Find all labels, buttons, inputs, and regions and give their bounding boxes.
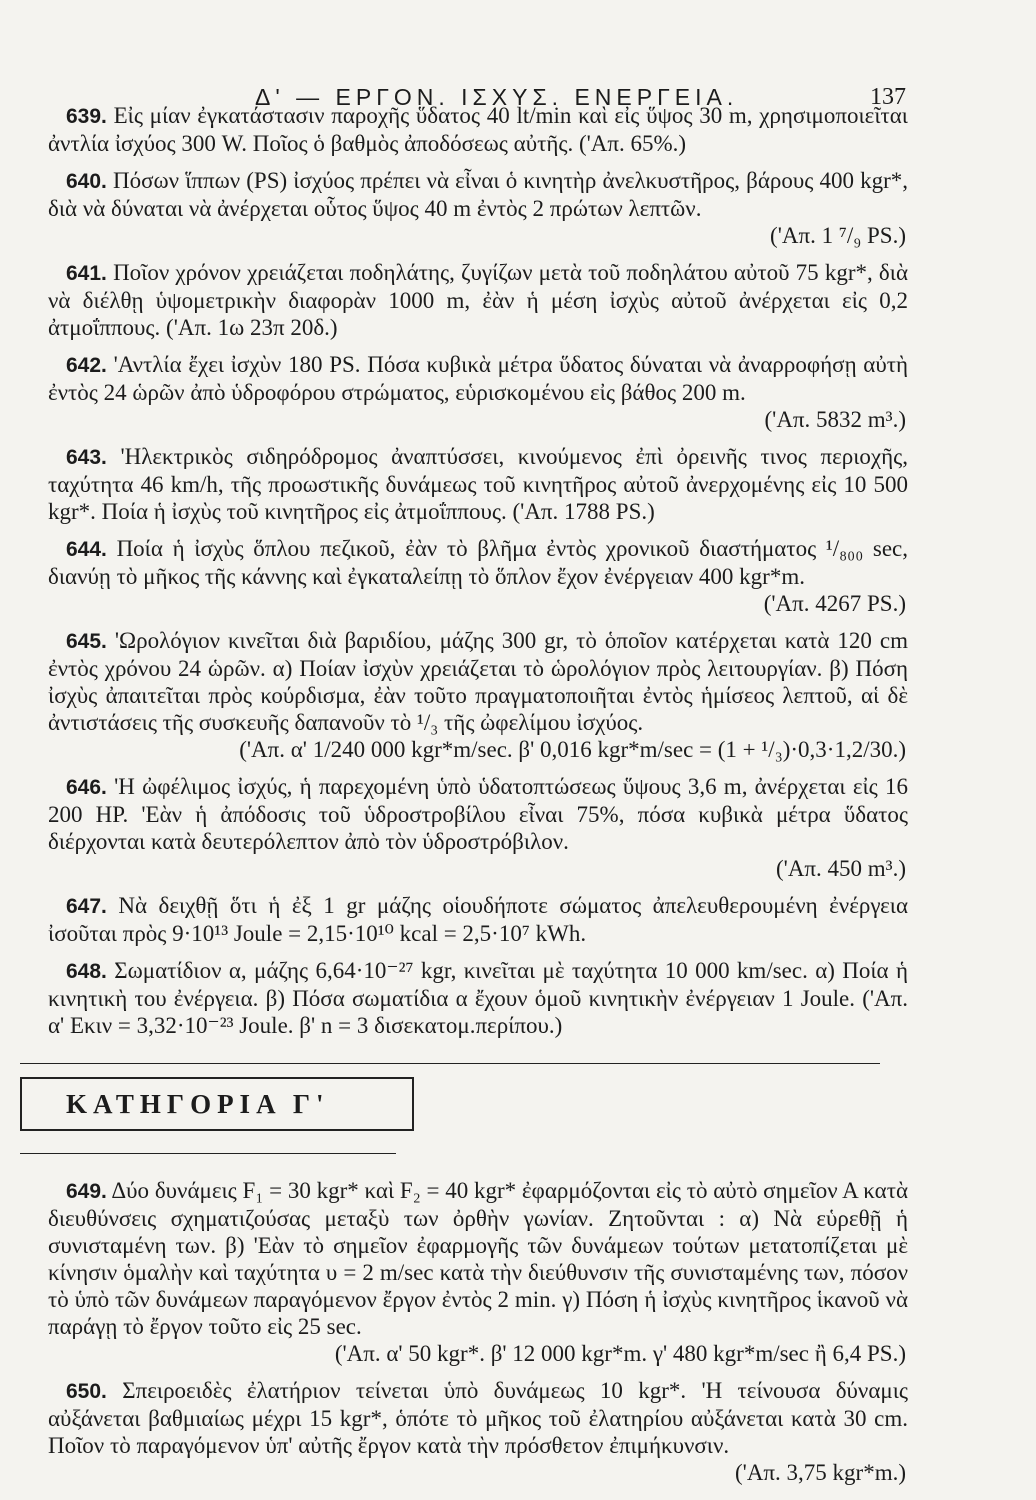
running-title: Δ' — ΕΡΓΟΝ. ΙΣΧΥΣ. ΕΝΕΡΓΕΙΑ. [255, 84, 739, 110]
page-number: 137 [870, 84, 906, 110]
problem-number: 640. [66, 170, 107, 193]
problem-number: 643. [66, 446, 107, 469]
divider-rule [20, 1153, 396, 1154]
problem-645 [48, 627, 908, 763]
problem-answer: ('Απ. 5832 m³.) [764, 407, 906, 432]
problem-text: 'Ηλεκτρικὸς σιδηρόδρομος ἀναπτύσσει, κινούμενος ἐπὶ ὀρεινῆς τινος περιοχῆς, ταχύτητα 46 km/h, τῆς προωστικῆς δυνάμεως τοῦ κινητῆρος αὐτοῦ ἀνερχομένης εἰς 10 500 kgr*. Ποία ἡ ἰσχὺς τοῦ κινητῆρος εἰς ἀτμοΐππους. [48, 444, 908, 524]
problem-answer: ('Απ. 3,75 kgr*m.) [735, 1460, 906, 1485]
divider-rule [20, 1063, 880, 1064]
problem-number: 646. [66, 776, 107, 799]
problem-641 [48, 259, 908, 341]
problem-649 [48, 1177, 908, 1367]
problem-number: 641. [66, 262, 107, 285]
problem-644 [48, 535, 908, 617]
problem-answer: ('Απ. α' Eκιν = 3,32·10⁻²³ Joule. β' n = 3 δισεκατομ.περίπου.) [48, 986, 909, 1038]
problem-answer: ('Απ. α' 50 kgr*. β' 12 000 kgr*m. γ' 480 kgr*m/sec ἢ 6,4 PS.) [334, 1341, 906, 1366]
problem-answer: ('Απ. 65%.) [578, 131, 687, 156]
problem-number: 649. [66, 1180, 107, 1203]
problem-text: Δύο δυνάμεις F₁ = 30 kgr* καὶ F₂ = 40 kgr* ἐφαρμόζονται εἰς τὸ αὐτὸ σημεῖον Α κατὰ διευθύνσεις σχηματιζούσας μεταξὺ των ὀρθὴν γωνίαν. Ζητοῦνται : α) Νὰ εὑρεθῇ ἡ συνισταμένη των. β) 'Εὰν τὸ σημεῖον ἐφαρμογῆς τῶν δυνάμεων τούτων μετατοπίζεται μὲ κίνησιν ὁμαλὴν καὶ ταχύτητα υ = 2 m/sec κατὰ τὴν διεύθυνσιν τῆς συνισταμένης των, πόσον τὸ ὑπὸ τῶν δυνάμεων παραγόμενον ἔργον ἐντὸς 2 min. γ) Πόση ἡ ἰσχὺς κινητῆρος ἱκανοῦ νὰ παράγῃ τὸ ἔργον τοῦτο εἰς 25 sec. [48, 1178, 909, 1339]
problem-643 [48, 443, 908, 525]
problem-answer: ('Απ. 4267 PS.) [763, 591, 906, 616]
problem-text: Νὰ δειχθῇ ὅτι ἡ ἐξ 1 gr μάζης οἱουδήποτε σώματος ἀπελευθερουμένη ἐνέργεια ἰσοῦται πρὸς 9·10¹³ Joule = 2,15·10¹⁰ kcal = 2,5·10⁷ kWh. [48, 893, 909, 946]
problem-answer: ('Απ. 1ω 23π 20δ.) [166, 315, 338, 340]
problem-647 [48, 892, 908, 947]
category-title: ΚΑΤΗΓΟΡΙΑ Γ' [20, 1077, 414, 1131]
problem-646 [48, 773, 908, 882]
problem-number: 648. [66, 960, 107, 983]
problem-text: 'Ωρολόγιον κινεῖται διὰ βαριδίου, μάζης 300 gr, τὸ ὁποῖον κατέρχεται κατὰ 120 cm ἐντὸς χρόνου 24 ὡρῶν. α) Ποίαν ἰσχὺν χρειάζεται τὸ ὡρολόγιον πρὸς λειτουργίαν. β) Πόση ἰσχὺς ἀπαιτεῖται πρὸς κούρδισμα, ἐὰν τοῦτο πραγματοποιῆται ἐντὸς ἡμίσεος λεπτοῦ, αἱ δὲ ἀντιστάσεις τῆς συσκευῆς δαπανοῦν τὸ ¹/₃ τῆς ὠφελίμου ἰσχύος. [48, 628, 908, 735]
problem-642 [48, 351, 908, 433]
category-heading-block [20, 1063, 420, 1155]
problem-639 [48, 102, 908, 157]
problem-number: 639. [66, 105, 107, 128]
problem-text: Πόσων ἵππων (PS) ἰσχύος πρέπει νὰ εἶναι ὁ κινητὴρ ἀνελκυστῆρος, βάρους 400 kgr*, διὰ νὰ δύναται νὰ ἀνέρχεται οὗτος ὕψος 40 m ἐντὸς 2 πρώτων λεπτῶν. [48, 168, 909, 221]
problem-text: Σωματίδιον α, μάζης 6,64·10⁻²⁷ kgr, κινεῖται μὲ ταχύτητα 10 000 km/sec. α) Ποία ἡ κινητικὴ του ἐνέργεια. β) Πόσα σωματίδια α ἔχουν ὁμοῦ κινητικὴν ἐνέργειαν 1 Joule. [48, 958, 908, 1011]
problem-number: 644. [66, 538, 107, 561]
problem-text: 'Η ὠφέλιμος ἰσχύς, ἡ παρεχομένη ὑπὸ ὑδατοπτώσεως ὕψους 3,6 m, ἀνέρχεται εἰς 16 200 HP. 'Εὰν ἡ ἀπόδοσις τοῦ ὑδροστροβίλου εἶναι 75%, πόσα κυβικὰ μέτρα ὕδατος διέρχονται κατὰ δευτερόλεπτον ἀπὸ τὸν ὑδροστρόβιλον. [48, 774, 909, 854]
problem-text: Ποῖον χρόνον χρειάζεται ποδηλάτης, ζυγίζων μετὰ τοῦ ποδηλάτου αὐτοῦ 75 kgr*, διὰ νὰ διέλθῃ ὑψομετρικὴν διαφορὰν 1000 m, ἐὰν ἡ μέση ἰσχὺς αὐτοῦ ἀνέρχεται εἰς 0,2 ἀτμοΐππους. [48, 260, 909, 340]
problem-text: 'Αντλία ἔχει ἰσχὺν 180 PS. Πόσα κυβικὰ μέτρα ὕδατος δύναται νὰ ἀναρροφήσῃ αὐτὴ ἐντὸς 24 ὡρῶν ἀπὸ ὑδροφόρου στρώματος, εὑρισκομένου εἰς βάθος 200 m. [48, 352, 908, 405]
problem-648 [48, 957, 908, 1039]
problem-number: 645. [66, 630, 107, 653]
problem-number: 647. [66, 895, 107, 918]
problem-number: 642. [66, 354, 107, 377]
problem-640 [48, 167, 908, 249]
problem-answer: ('Απ. 450 m³.) [776, 856, 906, 881]
problem-answer: ('Απ. 1788 PS.) [512, 499, 655, 524]
problem-answer: ('Απ. α' 1/240 000 kgr*m/sec. β' 0,016 kgr*m/sec = (1 + ¹/₃)·0,3·1,2/30.) [239, 737, 906, 762]
problem-number: 650. [66, 1380, 107, 1403]
page-content [48, 102, 908, 1496]
problem-text: Ποία ἡ ἰσχὺς ὅπλου πεζικοῦ, ἐὰν τὸ βλῆμα ἐντὸς χρονικοῦ διαστήματος ¹/₈₀₀ sec, διανύῃ τὸ μῆκος τῆς κάννης καὶ ἐγκαταλείπῃ τὸ ὅπλον ἔχον ἐνέργειαν 400 kgr*m. [48, 536, 909, 589]
problem-text: Σπειροειδὲς ἐλατήριον τείνεται ὑπὸ δυνάμεως 10 kgr*. 'Η τείνουσα δύναμις αὐξάνεται βαθμιαίως μέχρι 15 kgr*, ὁπότε τὸ μῆκος τοῦ ἐλατηρίου αὐξάνεται κατὰ 30 cm. Ποῖον τὸ παραγόμενον ὑπ' αὐτῆς ἔργον κατὰ τὴν πρόσθετον ἐπιμήκυνσιν. [48, 1378, 909, 1458]
problem-650 [48, 1377, 908, 1486]
problem-answer: ('Απ. 1 ⁷/₉ PS.) [770, 223, 906, 248]
problem-text: Εἰς μίαν ἐγκατάστασιν παροχῆς ὕδατος 40 lt/min καὶ εἰς ὕψος 30 m, χρησιμοποιεῖται ἀντλία ἰσχύος 300 W. Ποῖος ὁ βαθμὸς ἀποδόσεως αὐτῆς. [48, 103, 908, 156]
